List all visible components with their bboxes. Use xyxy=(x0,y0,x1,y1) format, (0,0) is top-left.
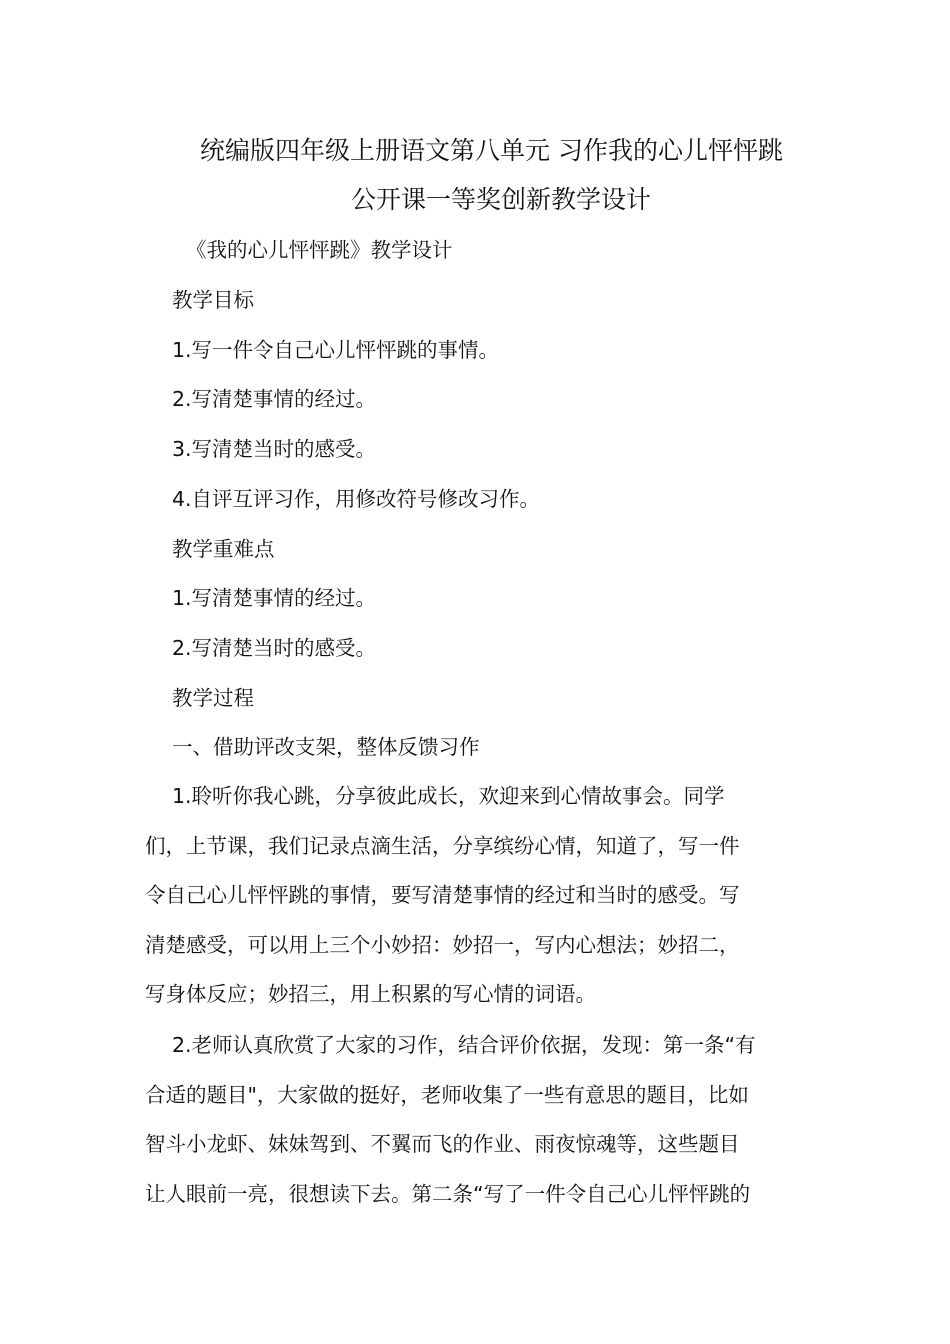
goal-item: 3.写清楚当时的感受。 xyxy=(172,437,377,461)
key-point-item: 2.写清楚当时的感受。 xyxy=(172,636,377,660)
paragraph-line: 清楚感受，可以用上三个小妙招：妙招一，写内心想法；妙招二， xyxy=(145,932,740,957)
document-title-line-2: 公开课一等奖创新教学设计 xyxy=(350,185,651,214)
paragraph-line: 合适的题目"，大家做的挺好，老师收集了一些有意思的题目，比如 xyxy=(145,1082,749,1107)
process-heading: 教学过程 xyxy=(172,686,254,710)
paragraph-line: 2.老师认真欣赏了大家的习作，结合评价依据，发现：第一条“有 xyxy=(172,1033,756,1057)
paragraph-line: 1.聆听你我心跳，分享彼此成长，欢迎来到心情故事会。同学 xyxy=(172,784,725,808)
paragraph-2 xyxy=(145,1021,810,1219)
paragraph-1 xyxy=(145,772,810,1020)
goals-heading: 教学目标 xyxy=(172,288,254,312)
section-1-heading: 一、借助评改支架，整体反馈习作 xyxy=(172,735,480,759)
paragraph-line: 写身体反应；妙招三，用上积累的写心情的词语。 xyxy=(145,982,596,1007)
goal-item: 1.写一件令自己心儿怦怦跳的事情。 xyxy=(172,338,500,362)
key-points-heading: 教学重难点 xyxy=(172,537,275,561)
paragraph-line: 让人眼前一亮，很想读下去。第二条“写了一件令自己心儿怦怦跳的 xyxy=(145,1181,751,1206)
paragraph-line: 智斗小龙虾、妹妹驾到、不翼而飞的作业、雨夜惊魂等，这些题目 xyxy=(145,1132,740,1157)
goal-item: 4.自评互评习作，用修改符号修改习作。 xyxy=(172,487,541,511)
document-title-line-1: 统编版四年级上册语文第八单元 习作我的心儿怦怦跳 xyxy=(200,136,783,165)
paragraph-line: 们，上节课，我们记录点滴生活，分享缤纷心情，知道了，写一件 xyxy=(145,833,740,858)
goal-item: 2.写清楚事情的经过。 xyxy=(172,387,377,411)
paragraph-line: 令自己心儿怦怦跳的事情，要写清楚事情的经过和当时的感受。写 xyxy=(145,883,740,908)
key-point-item: 1.写清楚事情的经过。 xyxy=(172,586,377,610)
document-subtitle: 《我的心儿怦怦跳》教学设计 xyxy=(186,238,453,262)
